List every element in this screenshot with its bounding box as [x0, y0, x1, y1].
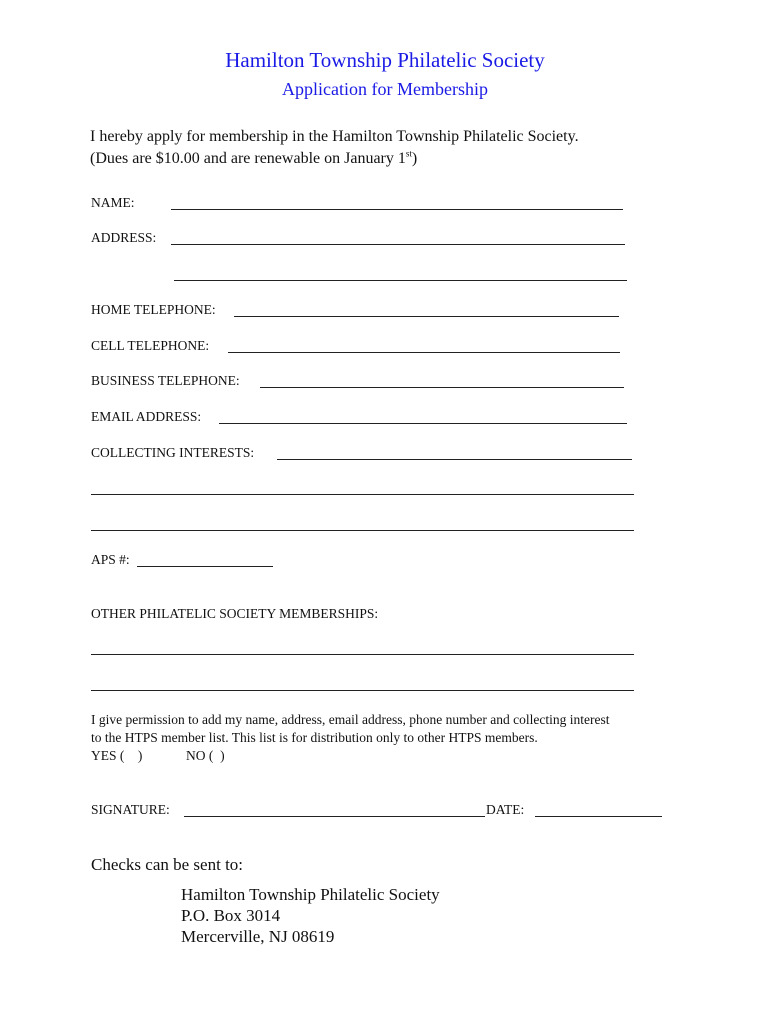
form-subtitle: Application for Membership: [282, 79, 488, 99]
address-field-line-2[interactable]: [174, 280, 627, 281]
aps-number-field[interactable]: [137, 566, 273, 567]
other-memberships-field-line-1[interactable]: [91, 654, 634, 655]
mailing-address-line-3: Mercerville, NJ 08619: [181, 927, 335, 946]
name-label: NAME:: [91, 195, 135, 210]
checks-heading: Checks can be sent to:: [91, 855, 244, 874]
cell-telephone-field[interactable]: [228, 352, 620, 353]
intro-line-1: I hereby apply for membership in the Hamilton Township Philatelic Society.: [90, 128, 579, 145]
other-memberships-label: OTHER PHILATELIC SOCIETY MEMBERSHIPS:: [91, 606, 379, 621]
collecting-interests-field-line-1[interactable]: [277, 459, 632, 460]
collecting-interests-field-line-2[interactable]: [91, 494, 634, 495]
mailing-address-line-2: P.O. Box 3014: [181, 906, 281, 925]
signature-field[interactable]: [184, 816, 485, 817]
permission-yes-option[interactable]: YES ( ): [91, 748, 143, 763]
email-address-label: EMAIL ADDRESS:: [91, 409, 202, 424]
business-telephone-label: BUSINESS TELEPHONE:: [91, 373, 240, 388]
address-field-line-1[interactable]: [171, 244, 625, 245]
aps-number-label: APS #:: [91, 552, 130, 567]
permission-line-1: I give permission to add my name, address, email address, phone number and collecting interest: [91, 712, 610, 727]
intro-line-2: (Dues are $10.00 and are renewable on January 1st): [90, 148, 418, 167]
signature-label: SIGNATURE:: [91, 802, 170, 817]
collecting-interests-label: COLLECTING INTERESTS:: [91, 445, 255, 460]
date-field[interactable]: [535, 816, 662, 817]
cell-telephone-label: CELL TELEPHONE:: [91, 338, 210, 353]
collecting-interests-field-line-3[interactable]: [91, 530, 634, 531]
date-label: DATE:: [486, 802, 525, 817]
email-address-field[interactable]: [219, 423, 627, 424]
address-label: ADDRESS:: [91, 230, 157, 245]
other-memberships-field-line-2[interactable]: [91, 690, 634, 691]
name-field[interactable]: [171, 209, 623, 210]
home-telephone-field[interactable]: [234, 316, 619, 317]
form-title: Hamilton Township Philatelic Society: [225, 48, 545, 72]
mailing-address-line-1: Hamilton Township Philatelic Society: [181, 885, 440, 904]
business-telephone-field[interactable]: [260, 387, 624, 388]
home-telephone-label: HOME TELEPHONE:: [91, 302, 216, 317]
permission-no-option[interactable]: NO ( ): [186, 748, 225, 763]
permission-line-2: to the HTPS member list. This list is for distribution only to other HTPS members.: [91, 730, 538, 745]
